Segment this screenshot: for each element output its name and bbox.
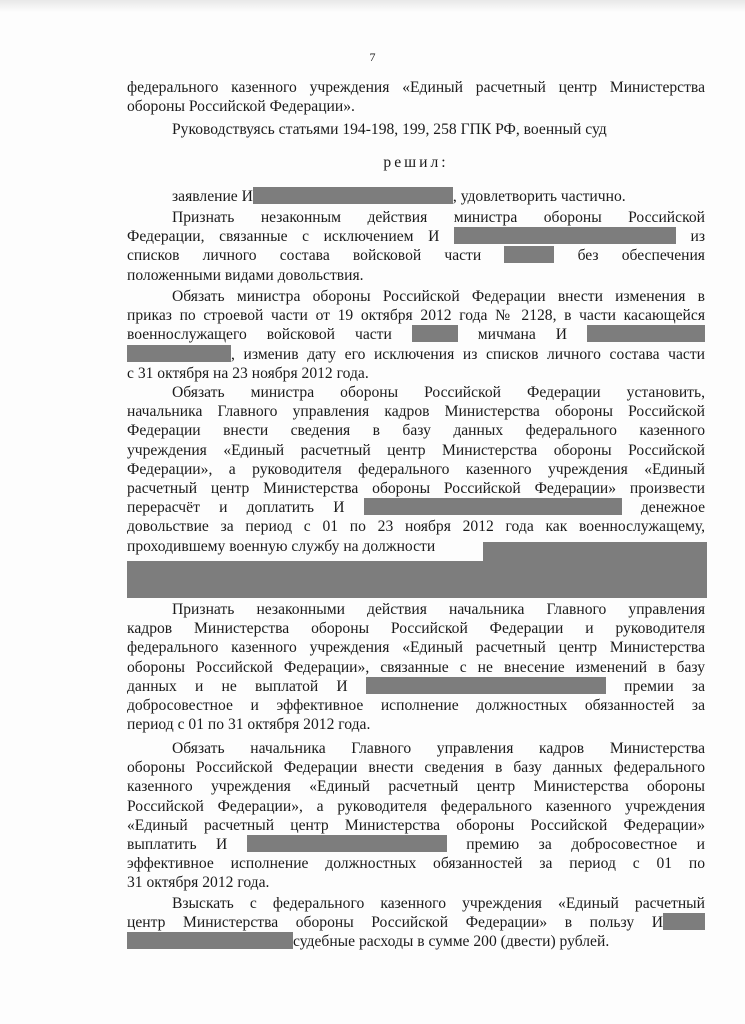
decision-heading-block: [127, 153, 705, 172]
text-line: с 31 октября на 23 ноября 2012 года.: [127, 364, 369, 382]
text-line: Взыскать с федерального казенного учреждения «Единый расчетный: [172, 895, 705, 912]
decision-5: [127, 600, 705, 734]
text-line: Федерации внести сведения в базу данных федерального казенного: [127, 422, 705, 440]
redaction-box: [483, 542, 707, 561]
redaction-box: [412, 325, 458, 342]
redaction-box: [454, 227, 676, 244]
text-segment: , изменив дату его исключения из списков личного состава части: [231, 345, 705, 363]
redaction-box: [504, 246, 554, 263]
text-line: [127, 677, 705, 696]
text-segment: списков личного состава войсковой части: [127, 247, 482, 265]
decision-3: [127, 287, 705, 383]
text-line: приказ по строевой части от 19 октября 2012 года № 2128, в части касающейся: [127, 307, 705, 325]
redaction-box: [366, 677, 606, 694]
redaction-box: [127, 561, 707, 598]
decision-2: [127, 208, 705, 285]
text-line: Руководствуясь статьями 194-198, 199, 258 ГПК РФ, военный суд: [172, 121, 607, 138]
text-line: кадров Министерства обороны Российской Федерации и руководителя: [127, 620, 705, 638]
redaction-box: [127, 345, 231, 362]
text-segment: перерасчёт и доплатить И: [127, 499, 345, 517]
text-segment: центр Министерства обороны Российской Федерации» в пользу И: [127, 914, 663, 932]
text-segment: заявление И: [172, 188, 253, 205]
text-line: [127, 932, 705, 951]
redaction-box: [364, 498, 622, 515]
text-line: [127, 187, 705, 206]
text-line: Российской Федерации», а руководителя федерального казенного учреждения: [127, 797, 705, 815]
decision-6: [127, 739, 705, 893]
redaction-box: [663, 913, 705, 930]
text-line: обороны Российской Федерации», связанные с не внесение изменений в базу: [127, 658, 705, 676]
text-line: [127, 246, 705, 265]
text-line: федерального казенного учреждения «Единый расчетный центр Министерства: [127, 639, 705, 657]
text-line: период с 01 по 31 октября 2012 года.: [127, 716, 371, 734]
text-line: положенными видами довольствия.: [127, 266, 364, 284]
text-line: [127, 913, 705, 932]
redaction-box: [587, 325, 705, 342]
text-line: расчетный центр Министерства обороны Российской Федерации» произвести: [127, 480, 705, 498]
text-segment: проходившему военную службу на должности: [127, 537, 436, 555]
text-line: добросовестное и эффективное исполнение должностных обязанностей за: [127, 697, 705, 715]
text-segment: Федерации, связанные с исключением И: [127, 228, 440, 246]
text-segment: данных и не выплатой И: [127, 677, 348, 695]
text-line: [127, 345, 705, 364]
redaction-box: [247, 835, 447, 852]
text-line: обороны Российской Федерации внести сведения в базу данных федерального: [127, 759, 705, 777]
text-line: [127, 835, 705, 854]
text-line: [127, 498, 705, 517]
redaction-box: [253, 187, 453, 204]
decision-1: [127, 187, 705, 206]
text-line: Обязать министра обороны Российской Федерации установить,: [172, 384, 705, 401]
text-segment: без обеспечения: [577, 247, 705, 265]
intro-paragraph: [127, 78, 705, 116]
text-line: 31 октября 2012 года.: [127, 874, 270, 892]
text-segment: из: [690, 228, 706, 246]
text-line: «Единый расчетный центр Министерства обороны Российской Федерации»: [127, 816, 705, 834]
text-segment: премию за добросовестное и: [466, 836, 705, 854]
text-line: Признать незаконным действия министра обороны Российской: [172, 209, 705, 226]
decision-heading: решил:: [383, 154, 449, 171]
text-line: федерального казенного учреждения «Единый расчетный центр Министерства: [127, 79, 705, 96]
text-line: Признать незаконными действия начальника Главного управления: [172, 601, 705, 618]
text-line: учреждения «Единый расчетный центр Министерства обороны Российской: [127, 441, 705, 459]
text-segment: судебные расходы в сумме 200 (двести) рублей.: [293, 933, 610, 951]
text-line: довольствие за период с 01 по 23 ноября 2012 года как военнослужащему,: [127, 518, 705, 536]
text-line: [127, 325, 705, 344]
text-segment: военнослужащего войсковой части: [127, 326, 392, 344]
text-segment: денежное: [640, 499, 706, 517]
decision-7: [127, 894, 705, 952]
text-segment: , удовлетворить частично.: [452, 188, 626, 205]
scan-edge: [0, 0, 745, 12]
page-number: 7: [369, 50, 376, 64]
grounds-paragraph: [127, 120, 705, 139]
text-line: Обязать начальника Главного управления кадров Министерства: [172, 740, 705, 757]
text-line: обороны Российской Федерации».: [127, 98, 355, 116]
decision-4: [127, 383, 705, 556]
text-segment: премии за: [624, 677, 706, 695]
text-line: эффективное исполнение должностных обязанностей за период с 01 по: [127, 855, 705, 873]
text-line: Федерации», а руководителя федерального казенного учреждения «Единый: [127, 460, 705, 478]
redaction-box: [127, 932, 293, 949]
text-line: начальника Главного управления кадров Министерства обороны Российской: [127, 403, 705, 421]
text-line: казенного учреждения «Единый расчетный центр Министерства обороны: [127, 778, 705, 796]
text-line: [127, 227, 705, 246]
text-line: Обязать министра обороны Российской Федерации внести изменения в: [172, 288, 705, 305]
text-segment: выплатить И: [127, 836, 228, 854]
text-segment: мичмана И: [477, 326, 568, 344]
